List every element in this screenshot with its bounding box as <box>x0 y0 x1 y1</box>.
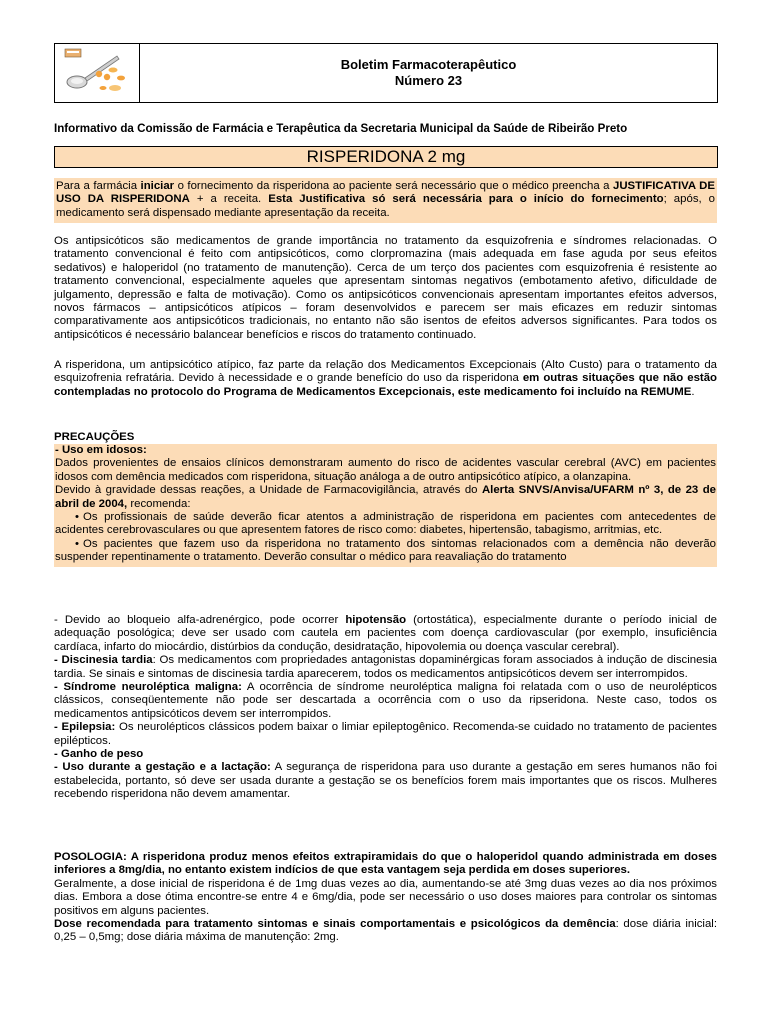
alert-text-2: recomenda: <box>127 497 191 510</box>
dyskinesia-bold: - Discinesia tardia <box>54 654 153 667</box>
dyskinesia-paragraph <box>54 654 717 681</box>
pregnancy-bold: - Uso durante a gestação e a lactação: <box>54 761 271 774</box>
body2-bold-1: em outras situações que não estão contempladas no protocolo do Programa de Medicamentos Excepcionais, este medicamento foi incluído na REMUME <box>54 372 717 398</box>
intro-text-1: Para a farmácia <box>56 180 141 192</box>
body2-text-1: A risperidona, um antipsicótico atípico, faz parte da relação dos Medicamentos Excepcionais (Alto Custo) para o tratamento da esquizofrenia refratária. Devido à necessidade e o grande benefício do uso da risperidona <box>54 359 717 385</box>
dementia-dose-text: : dose diária inicial: 0,25 – 0,5mg; dose diária máxima de manutenção: 2mg. <box>54 918 717 944</box>
posology-text: Geralmente, a dose inicial de risperidona é de 1mg duas vezes ao dia, aumentando-se até 3mg duas vezes ao dia nos próximos dias. Embora a dose ótima encontre-se entre 4 e 6mg/dia, pode ser necessário o uso doses maiores para controlar os sintomas positivos em alguns pacientes. <box>54 877 717 917</box>
bullet-2-text: Os pacientes que fazem uso da risperidona no tratamento dos sintomas relacionados com a demência não deverão suspender repentinamente o tratamento. Deverão consultar o médico para reavaliação do tratamento <box>55 537 716 564</box>
alert-text-1: Devido à gravidade dessas reações, a Unidade de Farmacovigilância, através do <box>55 484 482 497</box>
elderly-title: - Uso em idosos: <box>55 444 147 456</box>
intro-text-4: ; após, o medicamento será dispensado mediante apresentação da receita. <box>56 193 716 219</box>
elderly-text: Dados provenientes de ensaios clínicos demonstraram aumento do risco de acidentes vascular cerebral (AVC) em pacientes idosos com demência medicados com risperidona, situação análoga a de outro antipsicótico atípico, a olanzapina. <box>55 457 716 483</box>
epilepsy-text: Os neurolépticos clássicos podem baixar o limiar epileptogênico. Recomenda-se cuidado no tratamento de pacientes epilépticos. <box>54 721 717 747</box>
weight-gain-line: - Ganho de peso <box>54 748 144 761</box>
precautions-title: PRECAUÇÕES <box>54 431 135 443</box>
intro-bold-2: JUSTIFICATIVA DE USO DA RISPERIDONA <box>56 180 715 206</box>
nms-bold: - Síndrome neuroléptica maligna: <box>54 681 242 694</box>
body-paragraph-2 <box>54 359 717 399</box>
epilepsy-paragraph <box>54 721 717 748</box>
posology-section <box>54 851 717 945</box>
intro-text-2: o fornecimento da risperidona ao paciente será necessário que o médico preencha a <box>174 180 613 192</box>
bulletin-number: Número 23 <box>394 73 463 88</box>
dementia-dose-paragraph <box>54 918 717 945</box>
intro-bold-1: iniciar <box>140 180 175 192</box>
drug-title: RISPERIDONA 2 mg <box>54 146 718 168</box>
bulletin-header <box>54 43 718 103</box>
hypo-bold: hipotensão <box>345 614 407 626</box>
list-item <box>55 538 716 565</box>
dyskinesia-text: : Os medicamentos com propriedades antagonistas dopaminérgicas foram associados à indução de discinesia tardia. Se sinais e sintomas de discinesia tardia aparecerem, todos os medicamentos antipsicóticos devem ser interrompidos. <box>54 654 717 680</box>
dementia-dose-bold: Dose recomendada para tratamento sintomas e sinais comportamentais e psicológicos da demência <box>54 918 616 931</box>
body-paragraph-1: Os antipsicóticos são medicamentos de grande importância no tratamento da esquizofrenia e síndromes relacionadas. O tratamento convencional é feito com antipsicóticos, como clorpromazina (mais adequada em fase aguda por seus efeitos sedativos) e haloperidol (no tratamento de manutenção). Cerca de um terço dos pacientes com esquizofrenia é resistente ao tratamento convencional, especialmente aqueles que apresentam sintomas negativos (embotamento afetivo, dificuldade de julgamento, depressão e falta de motivação). Como os antipsicóticos convencionais apresentam importantes efeitos adversos, novos fármacos – antipsicóticos atípicos – foram desenvolvidos e parecem ser mais eficazes em reduzir sintomas comparativamente aos antipsicóticos tradicionais, no entanto não são isentos de efeitos adversos significantes. Para todos os antipsicóticos é necessário balancear benefícios e riscos do tratamento continuado. <box>54 235 717 341</box>
nms-text: A ocorrência de síndrome neuroléptica maligna foi relatada com o uso de neurolépticos clássicos, conseqüentemente não pode ser descartada a ocorrência com o uso da ripseridona. Neste caso, todos os medicamentos antipsicóticos devem ser interrompidos. <box>54 681 717 720</box>
list-item <box>55 511 716 538</box>
body2-text-2: . <box>691 385 695 398</box>
pregnancy-text: A segurança de risperidona para uso durante a gestação em seres humanos não foi estabelecida, portanto, só deve ser usada durante a gestação se os benefícios forem mais importantes que os riscos. Mulheres recebendo risperidona não devem amamentar. <box>54 761 718 801</box>
bullet-icon: • <box>75 511 79 524</box>
bullet-1-text: Os profissionais de saúde deverão ficar atentos a administração de risperidona em pacientes com antecedentes de acidentes cerebrovasculares ou que apresentem fatores de risco como: diabetes, hipertensão, tabagismo, arritmias, etc. <box>55 511 716 537</box>
bulletin-title-cell <box>140 44 717 102</box>
informativo-line: Informativo da Comissão de Farmácia e Terapêutica da Secretaria Municipal da Saúde de Ribeirão Preto <box>54 122 628 135</box>
spoon-and-pills-icon <box>55 44 139 102</box>
hypo-text-1: - Devido ao bloqueio alfa-adrenérgico, pode ocorrer <box>54 614 346 626</box>
posology-heading: POSOLOGIA: A risperidona produz menos efeitos extrapiramidais do que o haloperidol quando administrada em doses inferiores a 8mg/dia, no entanto existem indícios de que esta vantagem seja perdida em doses superiores. <box>54 851 717 877</box>
nms-paragraph <box>54 681 717 721</box>
pregnancy-paragraph <box>54 761 717 801</box>
adverse-effects-section <box>54 614 717 802</box>
elderly-section <box>54 444 717 567</box>
alert-bold-1: Alerta SNVS/Anvisa/UFARM nº 3, de 23 de abril de 2004, <box>55 484 716 510</box>
alert-text <box>55 484 716 511</box>
intro-paragraph <box>54 178 717 223</box>
recommendation-list <box>55 511 716 565</box>
bullet-icon: • <box>75 537 79 550</box>
hypo-text-2: (ortostática), especialmente durante o período inicial de adequação posológica; deve ser usado com cautela em pacientes com doença cardiovascular (por exemplo, insuficiência cardíaca, infarto do miocárdio, distúrbios da condução, desidratação, hipovolemia ou doença vascular cerebral). <box>54 614 717 653</box>
intro-text-3: + a receita. <box>189 193 269 206</box>
logo-cell <box>55 44 140 102</box>
epilepsy-bold: - Epilepsia: <box>54 721 116 734</box>
intro-bold-3: Esta Justificativa só será necessária para o início do fornecimento <box>268 193 664 206</box>
bulletin-title: Boletim Farmacoterapêutico <box>340 57 517 72</box>
hypotension-paragraph <box>54 614 717 654</box>
